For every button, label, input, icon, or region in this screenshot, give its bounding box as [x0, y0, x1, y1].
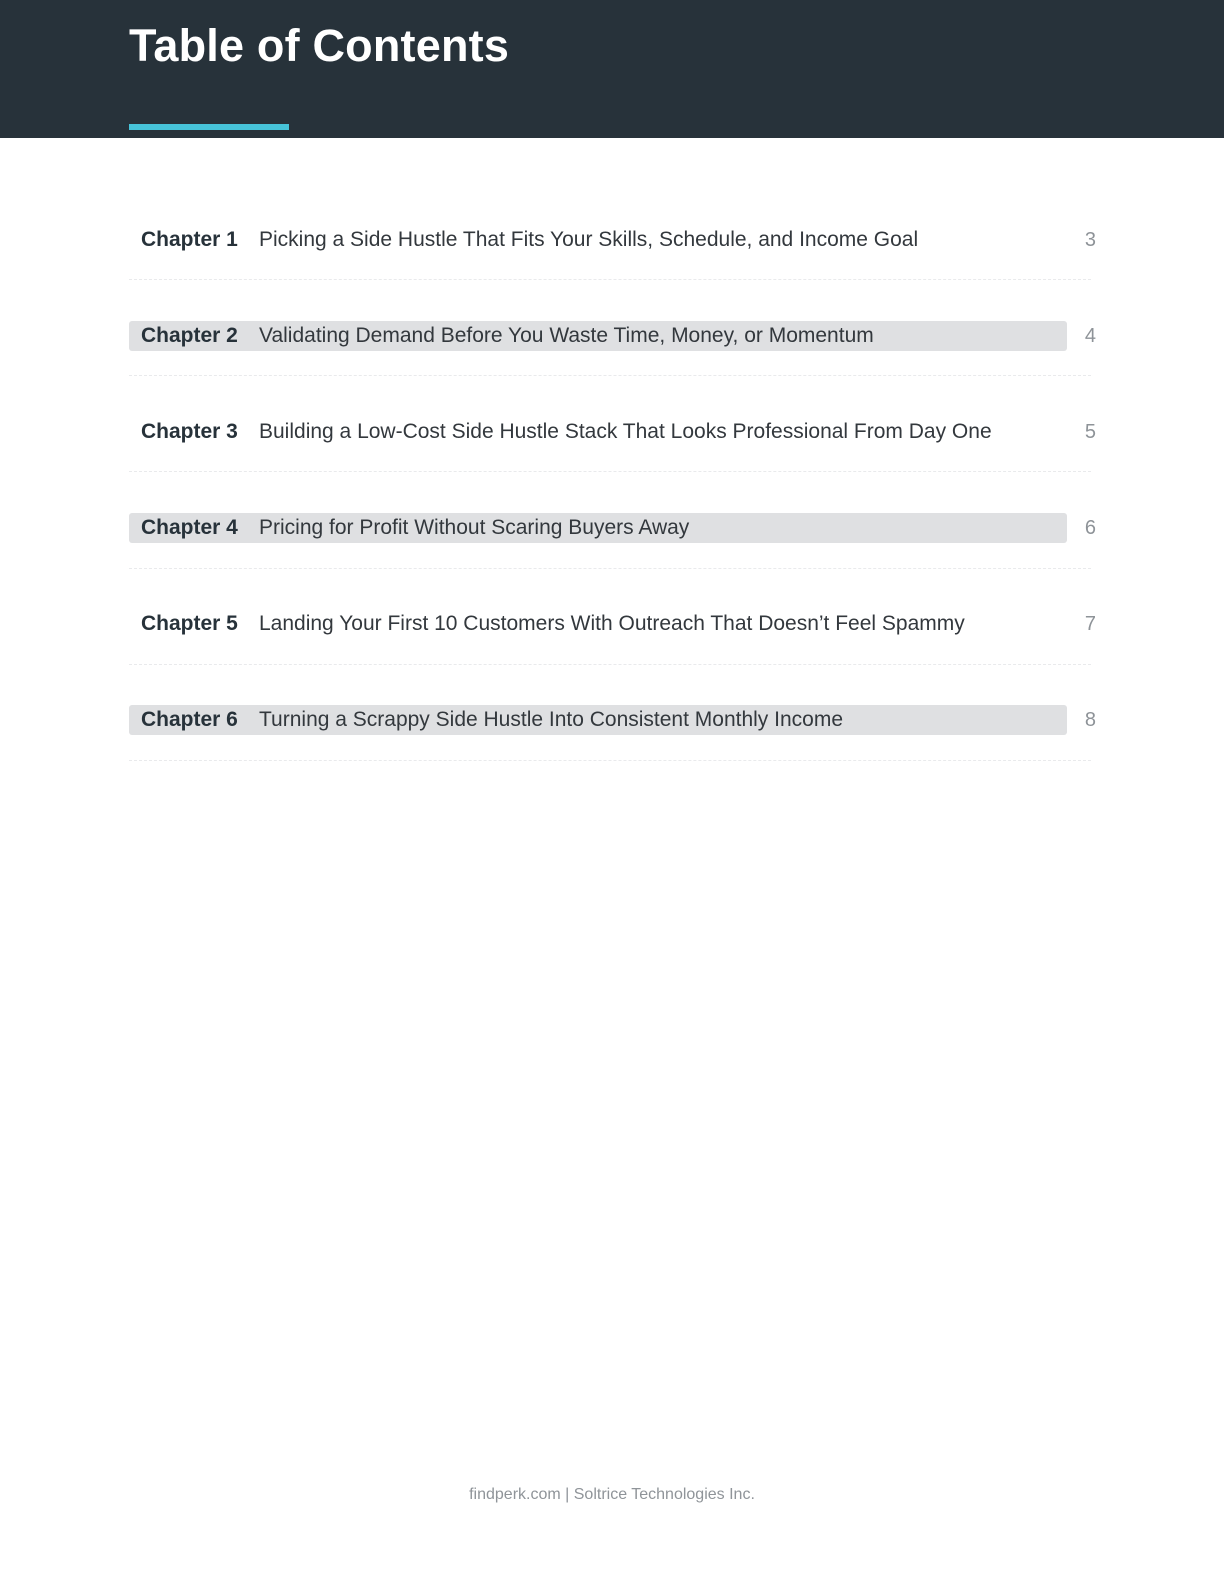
header-banner [0, 0, 1224, 138]
page-title: Table of Contents [129, 20, 510, 71]
chapter-label: Chapter 1 [141, 228, 238, 251]
toc-entry-chapter-4[interactable] [129, 513, 1096, 543]
toc-divider [129, 471, 1091, 472]
toc-divider [129, 375, 1091, 376]
toc-entry-chapter-2[interactable] [129, 321, 1096, 351]
toc-entry-chapter-1[interactable] [129, 225, 1096, 255]
chapter-label: Chapter 5 [141, 612, 238, 635]
toc-divider [129, 760, 1091, 761]
chapter-title: Building a Low-Cost Side Hustle Stack That Looks Professional From Day One [259, 420, 992, 443]
chapter-page-number: 7 [1084, 613, 1096, 635]
chapter-label: Chapter 6 [141, 708, 238, 731]
chapter-page-number: 5 [1084, 421, 1096, 443]
toc-entry-chapter-5[interactable] [129, 609, 1096, 639]
chapter-title: Picking a Side Hustle That Fits Your Skills, Schedule, and Income Goal [259, 228, 919, 251]
page-footer: findperk.com | Soltrice Technologies Inc. [469, 1486, 755, 1503]
chapter-title: Landing Your First 10 Customers With Outreach That Doesn’t Feel Spammy [259, 612, 965, 635]
chapter-page-number: 8 [1084, 709, 1096, 731]
toc-entry-chapter-3[interactable] [129, 417, 1096, 447]
chapter-page-number: 4 [1084, 325, 1096, 347]
toc-divider [129, 568, 1091, 569]
chapter-title: Turning a Scrappy Side Hustle Into Consistent Monthly Income [259, 708, 844, 731]
chapter-title: Pricing for Profit Without Scaring Buyers Away [259, 516, 690, 539]
toc-divider [129, 279, 1091, 280]
chapter-label: Chapter 4 [141, 516, 238, 539]
chapter-title: Validating Demand Before You Waste Time, Money, or Momentum [259, 324, 874, 347]
chapter-page-number: 3 [1084, 229, 1096, 251]
chapter-page-number: 6 [1084, 517, 1096, 539]
title-accent-bar [129, 124, 289, 130]
toc-divider [129, 664, 1091, 665]
chapter-label: Chapter 2 [141, 324, 238, 347]
chapter-label: Chapter 3 [141, 420, 238, 443]
toc-entry-chapter-6[interactable] [129, 705, 1096, 735]
